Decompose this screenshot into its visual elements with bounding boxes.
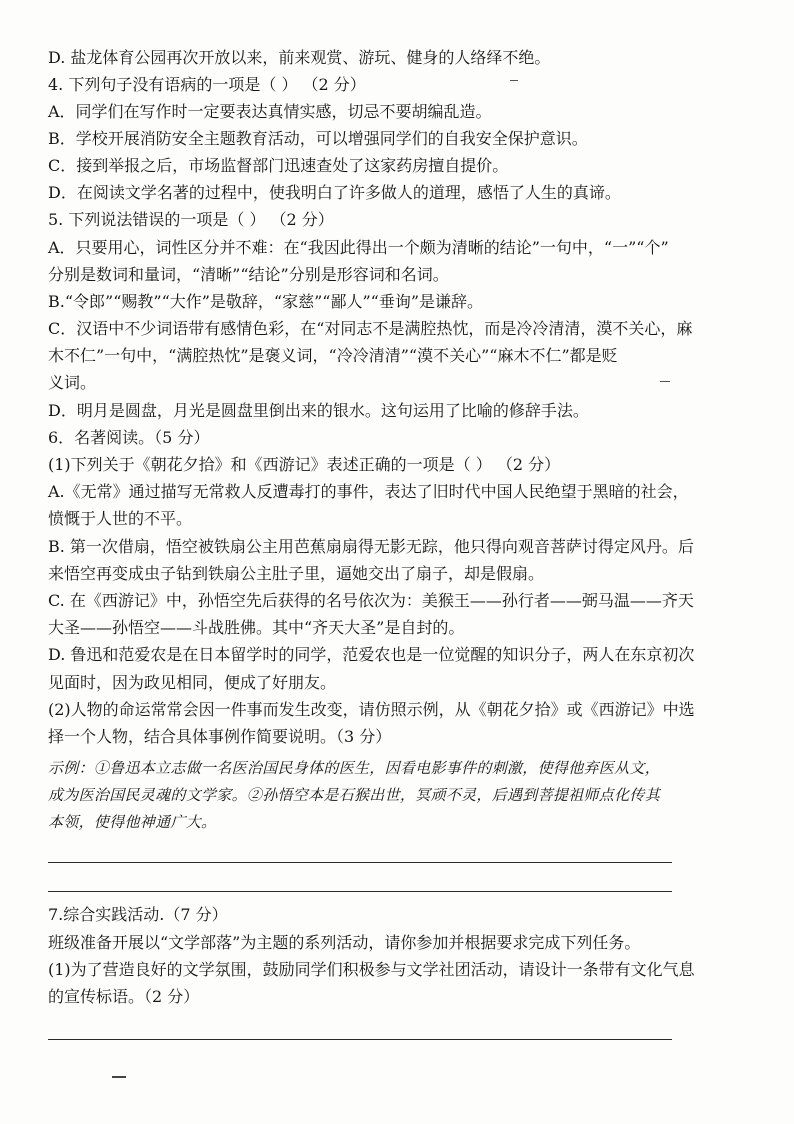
- q5-stem: 5. 下列说法错误的一项是（ ） （2 分）: [48, 210, 334, 229]
- q6-sub1-line: A.《无常》通过描写无常救人反遭毒打的事件，表达了旧时代中国人民绝望于黑暗的社会，: [48, 482, 689, 501]
- q6-sub1-line: 大圣——孙悟空——斗战胜佛。其中“齐天大圣”是自封的。: [48, 618, 465, 637]
- scan-speck: [510, 80, 518, 81]
- q6-sub1-line: 来悟空再变成虫子钻到铁扇公主肚子里，逼她交出了扇子，却是假扇。: [48, 564, 545, 583]
- q7-sub1-line: 的宣传标语。（2 分）: [48, 987, 200, 1006]
- scan-speck: [660, 381, 670, 382]
- q4-option-b: B．学校开展消防安全主题教育活动，可以增强同学们的自我安全保护意识。: [48, 129, 588, 148]
- answer-line[interactable]: [48, 1039, 672, 1040]
- q6-sub2-line: 择一个人物，结合具体事例作简要说明。（3 分）: [48, 727, 392, 746]
- q5-line: B.“令郎”“赐教”“大作”是敬辞，“家慈”“鄙人”“垂询”是谦辞。: [48, 292, 484, 311]
- q4-option-a: A．同学们在写作时一定要表达真情实感，切忌不要胡编乱造。: [48, 102, 492, 121]
- q5-line: 义词。: [48, 373, 97, 392]
- q6-sub1-line: B. 第一次借扇，悟空被铁扇公主用芭蕉扇扇得无影无踪，他只得向观音菩萨讨得定风丹。后: [48, 537, 694, 556]
- q6-example-line: 示例：①鲁迅本立志做一名医治国民身体的医生，因看电影事件的刺激，使得他弃医从文，: [48, 759, 661, 777]
- q4-stem: 4. 下列句子没有语病的一项是（ ） （2 分）: [48, 75, 366, 94]
- q7-sub1-line: (1)为了营造良好的文学氛围，鼓励同学们积极参与文学社团活动，请设计一条带有文化气息: [48, 960, 695, 979]
- q7-stem: 7.综合实践活动.（7 分）: [48, 905, 228, 924]
- q5-line: 木不仁”一句中，“满腔热忱”是褒义词，“冷冷清清”“漠不关心”“麻木不仁”都是贬: [48, 346, 618, 365]
- q3-option-d: D. 盐龙体育公园再次开放以来，前来观赏、游玩、健身的人络绎不绝。: [48, 48, 551, 67]
- q6-stem: 6．名著阅读。（5 分）: [48, 428, 210, 447]
- q6-example-line: 成为医治国民灵魂的文学家。②孙悟空本是石猴出世，冥顽不灵，后遇到菩提祖师点化传其: [48, 786, 661, 804]
- scan-speck: [112, 1076, 126, 1078]
- q5-line: C．汉语中不少词语带有感情色彩，在“对同志不是满腔热忱，而是冷冷清清，漠不关心，麻: [48, 319, 693, 338]
- answer-line[interactable]: [48, 891, 672, 892]
- q6-sub1-line: D. 鲁迅和范爱农是在日本留学时的同学，范爱农也是一位觉醒的知识分子，两人在东京初次: [48, 645, 695, 664]
- q6-sub1-line: 愤慨于人世的不平。: [48, 509, 193, 528]
- q6-sub1-line: 见面时，因为政见相同，便成了好朋友。: [48, 673, 337, 692]
- q5-line: 分别是数词和量词，“清晰”“结论”分别是形容词和名词。: [48, 265, 449, 284]
- q5-line: A．只要用心，词性区分并不难：在“我因此得出一个颇为清晰的结论”一句中，“一”“个”: [48, 238, 669, 257]
- q4-option-c: C．接到举报之后，市场监督部门迅速查处了这家药房擅自提价。: [48, 156, 509, 175]
- q4-option-d: D．在阅读文学名著的过程中，使我明白了许多做人的道理，感悟了人生的真谛。: [48, 183, 621, 202]
- q5-line: D．明月是圆盘，月光是圆盘里倒出来的银水。这句运用了比喻的修辞手法。: [48, 401, 589, 420]
- q6-example-line: 本领，使得他神通广大。: [48, 813, 217, 831]
- q6-sub2-line: (2)人物的命运常常会因一件事而发生改变，请仿照示例，从《朝花夕拾》或《西游记》中选: [48, 700, 695, 719]
- q6-sub1-stem: (1)下列关于《朝花夕拾》和《西游记》表述正确的一项是（ ） （2 分）: [48, 455, 561, 474]
- q6-sub1-line: C. 在《西游记》中，孙悟空先后获得的名号依次为：美猴王——孙行者——弼马温——齐天: [48, 591, 694, 610]
- answer-line[interactable]: [48, 862, 672, 863]
- q7-intro: 班级准备开展以“文学部落”为主题的系列活动，请你参加并根据要求完成下列任务。: [48, 933, 641, 952]
